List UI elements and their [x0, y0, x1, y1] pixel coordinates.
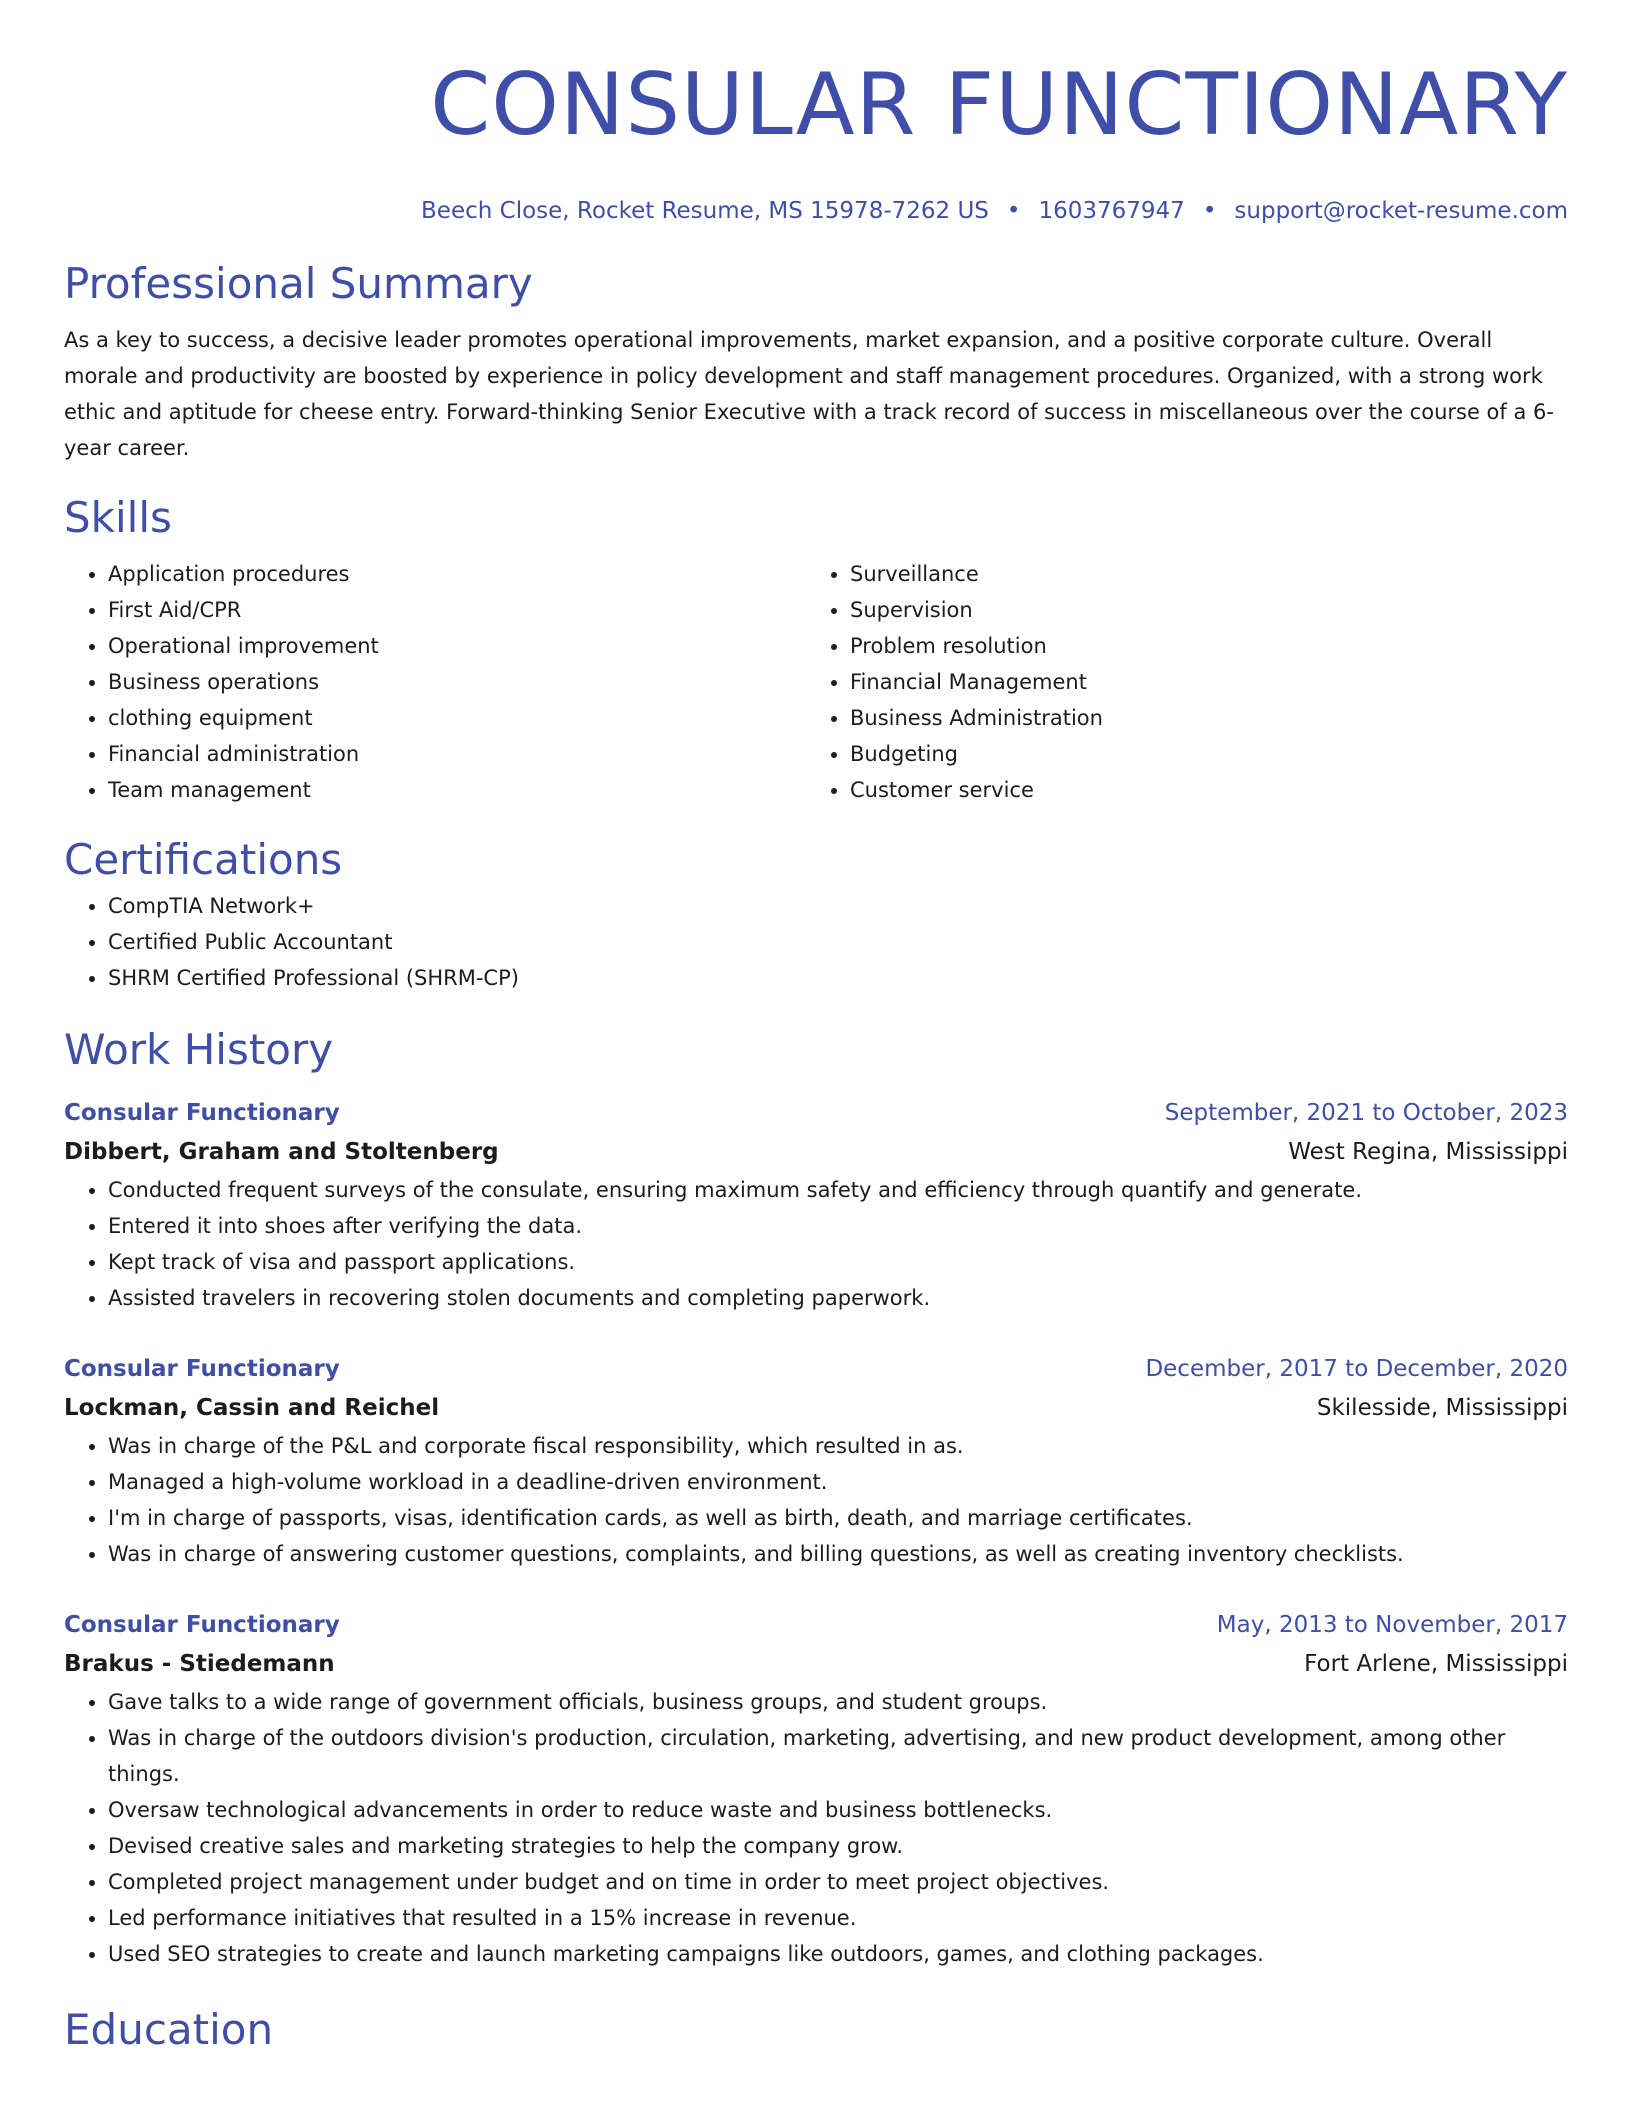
skill-item: • Surveillance: [850, 556, 1548, 592]
skills-column-left: [64, 556, 806, 808]
summary-text: As a key to success, a decisive leader promotes operational improvements, market expansion, and a positive corporate culture. Overall morale and productivity are boosted by experience in policy development and staff management procedures. Organized, with a strong work ethic and aptitude for cheese entry. Forward-thinking Senior Executive with a track record of success in miscellaneous over the course of a 6-year career.: [64, 328, 1554, 460]
job-duty: • Devised creative sales and marketing strategies to help the company grow.: [108, 1828, 1568, 1864]
contact-separator: •: [1202, 198, 1217, 224]
job-duty: • Used SEO strategies to create and launch marketing campaigns like outdoors, games, and clothing packages.: [108, 1936, 1568, 1972]
certification-item: • Certified Public Accountant: [108, 924, 1568, 960]
skill-item: • Budgeting: [850, 736, 1548, 772]
certification-item: • SHRM Certified Professional (SHRM-CP): [108, 960, 1568, 996]
certification-item: • CompTIA Network+: [108, 888, 1568, 924]
skill-item: • Financial administration: [108, 736, 806, 772]
job-company-row: [64, 1132, 1568, 1172]
job-duty: • Entered it into shoes after verifying the data.: [108, 1208, 1568, 1244]
skill-item: • Business operations: [108, 664, 806, 700]
candidate-name: CONSULAR FUNCTIONARY: [430, 55, 1568, 155]
job-duty: • Was in charge of the P&L and corporate fiscal responsibility, which resulted in as.: [108, 1428, 1568, 1464]
skill-item: • Operational improvement: [108, 628, 806, 664]
skill-item: • Application procedures: [108, 556, 806, 592]
contact-line: [64, 194, 1568, 228]
skill-item: • Customer service: [850, 772, 1548, 808]
job-duty: • Was in charge of answering customer questions, complaints, and billing questions, as well as creating inventory checklists.: [108, 1536, 1568, 1572]
contact-phone: 1603767947: [1038, 198, 1185, 224]
job-duties-list: [64, 1172, 1568, 1316]
skills-heading: Skills: [64, 493, 172, 542]
job-duty: • Gave talks to a wide range of government officials, business groups, and student groups.: [108, 1684, 1568, 1720]
education-heading: Education: [64, 2005, 274, 2054]
job-title: Consular Functionary: [64, 1612, 340, 1638]
skill-item: • First Aid/CPR: [108, 592, 806, 628]
job-entry: [64, 1350, 1568, 1572]
contact-email: support@rocket-resume.com: [1234, 198, 1568, 224]
job-dates: September, 2021 to October, 2023: [1164, 1100, 1568, 1126]
job-duty: • Oversaw technological advancements in order to reduce waste and business bottlenecks.: [108, 1792, 1568, 1828]
job-entry: [64, 1606, 1568, 1972]
job-location: Fort Arlene, Mississippi: [1304, 1651, 1568, 1677]
job-company-row: [64, 1644, 1568, 1684]
job-title-row: [64, 1350, 1568, 1388]
skill-item: • Business Administration: [850, 700, 1548, 736]
skill-item: • Financial Management: [850, 664, 1548, 700]
contact-address: Beech Close, Rocket Resume, MS 15978-7262 US: [421, 198, 989, 224]
job-duty: • Conducted frequent surveys of the consulate, ensuring maximum safety and efficiency through quantify and generate.: [108, 1172, 1568, 1208]
job-duty: • Led performance initiatives that resulted in a 15% increase in revenue.: [108, 1900, 1568, 1936]
skill-item: • Supervision: [850, 592, 1548, 628]
job-duty: • Assisted travelers in recovering stolen documents and completing paperwork.: [108, 1280, 1568, 1316]
contact-separator: •: [1006, 198, 1021, 224]
skills-columns: [64, 556, 1568, 808]
job-duty: • Completed project management under budget and on time in order to meet project objectives.: [108, 1864, 1568, 1900]
job-title-row: [64, 1094, 1568, 1132]
job-title: Consular Functionary: [64, 1100, 340, 1126]
job-entry: [64, 1094, 1568, 1316]
job-location: Skilesside, Mississippi: [1316, 1395, 1568, 1421]
job-duties-list: [64, 1684, 1568, 1972]
skill-item: • Problem resolution: [850, 628, 1548, 664]
job-location: West Regina, Mississippi: [1288, 1139, 1568, 1165]
job-duties-list: [64, 1428, 1568, 1572]
job-dates: December, 2017 to December, 2020: [1145, 1356, 1568, 1382]
job-company: Dibbert, Graham and Stoltenberg: [64, 1139, 499, 1165]
skills-list-right: [806, 556, 1548, 808]
skills-column-right: [806, 556, 1548, 808]
certifications-list: [64, 888, 1568, 996]
summary-heading: Professional Summary: [64, 259, 533, 308]
job-company: Lockman, Cassin and Reichel: [64, 1395, 440, 1421]
job-dates: May, 2013 to November, 2017: [1216, 1612, 1568, 1638]
job-duty: • Kept track of visa and passport applications.: [108, 1244, 1568, 1280]
certifications-heading: Certifications: [64, 835, 343, 884]
skill-item: • clothing equipment: [108, 700, 806, 736]
job-title-row: [64, 1606, 1568, 1644]
job-duty: • I'm in charge of passports, visas, identification cards, as well as birth, death, and marriage certificates.: [108, 1500, 1568, 1536]
job-title: Consular Functionary: [64, 1356, 340, 1382]
job-duty: • Managed a high-volume workload in a deadline-driven environment.: [108, 1464, 1568, 1500]
job-company: Brakus - Stiedemann: [64, 1651, 335, 1677]
skill-item: • Team management: [108, 772, 806, 808]
work-history-heading: Work History: [64, 1025, 334, 1074]
job-duty: • Was in charge of the outdoors division's production, circulation, marketing, advertising, and new product development, among other things.: [108, 1720, 1568, 1792]
job-company-row: [64, 1388, 1568, 1428]
skills-list-left: [64, 556, 806, 808]
